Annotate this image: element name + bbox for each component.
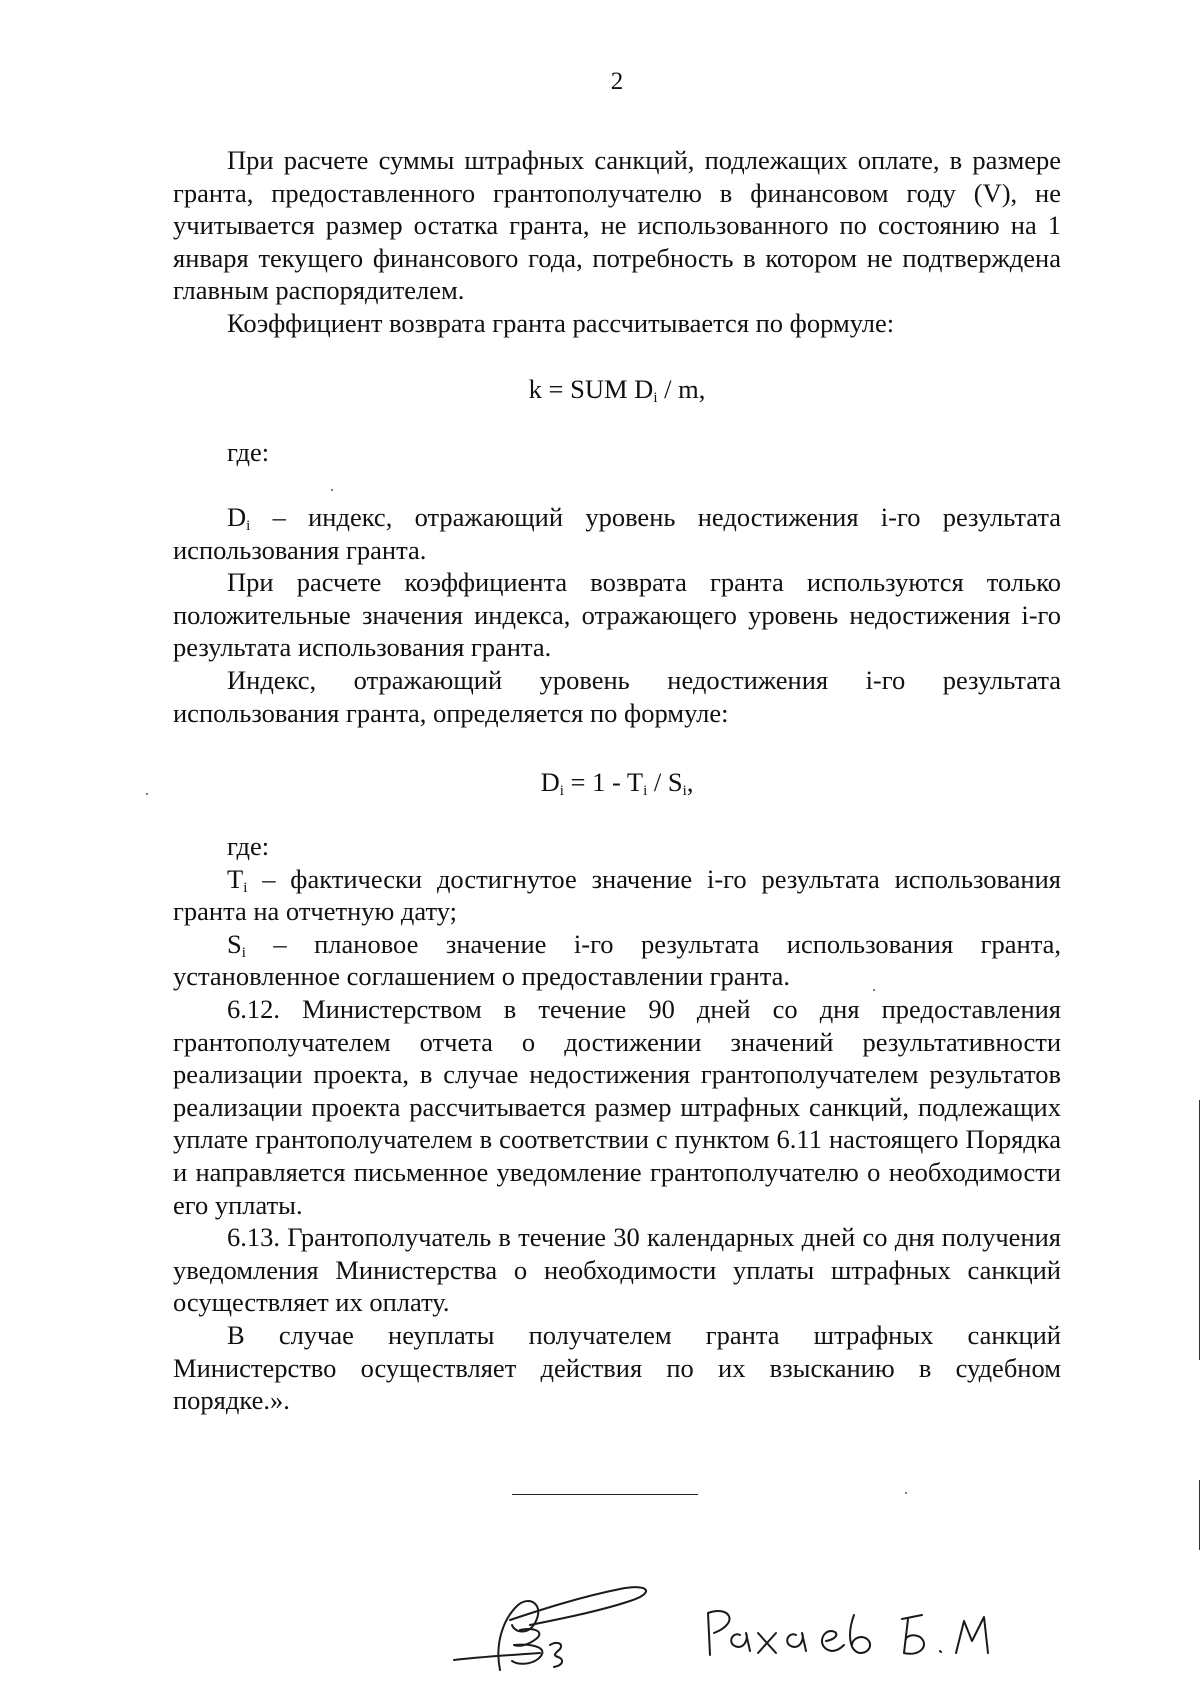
- paragraph-positive-values: При расчете коэффициента возврата гранта используются только положительные значения индекса, отражающего уровень недостижения i-го результата использования гранта.: [173, 567, 1061, 663]
- formula-index: [173, 766, 1061, 798]
- paragraph-6-12: 6.12. Министерством в течение 90 дней со дня предоставления грантополучателем отчета о достижении значений результативности реализации проекта, в случае недостижения грантополучателем результатов реализации проекта рассчитывается размер штрафных санкций, подлежащих уплате грантополучателем в соответствии с пунктом 6.11 настоящего Порядка и направляется письменное уведомление грантополучателю о необходимости его уплаты.: [173, 993, 1061, 1220]
- paragraph-non-payment: В случае неуплаты получателем гранта штрафных санкций Министерство осуществляет действия по их взысканию в судебном порядке.».: [173, 1319, 1061, 1416]
- definition-s-subscript: i: [241, 944, 246, 961]
- scan-speck: [331, 489, 333, 491]
- definition-s-text: – плановое значение i-го результата использования гранта, установленное соглашением о предоставлении гранта.: [173, 928, 1061, 992]
- formula-index-part-a: D: [540, 767, 560, 797]
- definition-t-symbol: T: [227, 863, 244, 894]
- definition-d-text: – индекс, отражающий уровень недостижения i-го результата использования гранта.: [173, 502, 1061, 565]
- where-label-2: где:: [227, 831, 270, 861]
- formula-coefficient-left: k = SUM D: [528, 374, 654, 404]
- formula-index-sub-c: i: [682, 783, 687, 799]
- scan-speck: [146, 793, 148, 795]
- definition-t: [173, 863, 1061, 928]
- formula-index-sub-a: i: [559, 783, 564, 799]
- body-section-3: [173, 830, 1061, 1417]
- body-section-1: [173, 144, 1061, 340]
- scan-speck: [873, 989, 875, 991]
- paragraph-coefficient-intro: Коэффициент возврата гранта рассчитывается по формуле:: [227, 307, 895, 338]
- definition-t-subscript: i: [243, 879, 248, 896]
- closing-rule: [512, 1494, 698, 1495]
- formula-coefficient: [173, 373, 1061, 405]
- paragraph-6-13: 6.13. Грантополучатель в течение 30 календарных дней со дня получения уведомления Министерства о необходимости уплаты штрафных санкций осуществляет их оплату.: [173, 1222, 1061, 1318]
- definition-d-subscript: i: [246, 518, 251, 534]
- formula-index-sub-b: i: [643, 783, 648, 799]
- definition-d-symbol: D: [227, 502, 247, 532]
- formula-coefficient-right: / m,: [657, 374, 706, 404]
- definition-d: [173, 501, 1061, 566]
- paragraph-fine-calculation: При расчете суммы штрафных санкций, подлежащих оплате, в размере гранта, предоставленного грантополучателю в финансовом году (V), не учитывается размер остатка гранта, не использованного по состоянию на 1 января текущего финансового года, потребность в котором не подтверждена главным распорядителем.: [173, 145, 1061, 306]
- definition-s: [173, 928, 1061, 993]
- page-number: 2: [610, 68, 624, 95]
- scan-speck: [905, 1492, 907, 1494]
- where-label-1-block: [173, 436, 1061, 469]
- formula-index-part-c: / S: [647, 767, 683, 797]
- formula-index-part-b: = 1 - T: [563, 767, 644, 797]
- where-label: где:: [227, 437, 270, 467]
- handwritten-signature: [440, 1575, 1000, 1695]
- formula-index-part-d: ,: [686, 767, 694, 797]
- formula-coefficient-subscript: i: [653, 390, 658, 406]
- paragraph-index-intro: Индекс, отражающий уровень недостижения i-го результата использования гранта, определяется по формуле:: [173, 664, 1061, 728]
- body-section-2: [173, 501, 1061, 729]
- definition-s-symbol: S: [227, 928, 242, 959]
- definition-t-text: – фактически достигнутое значение i-го результата использования гранта на отчетную дату;: [173, 863, 1061, 927]
